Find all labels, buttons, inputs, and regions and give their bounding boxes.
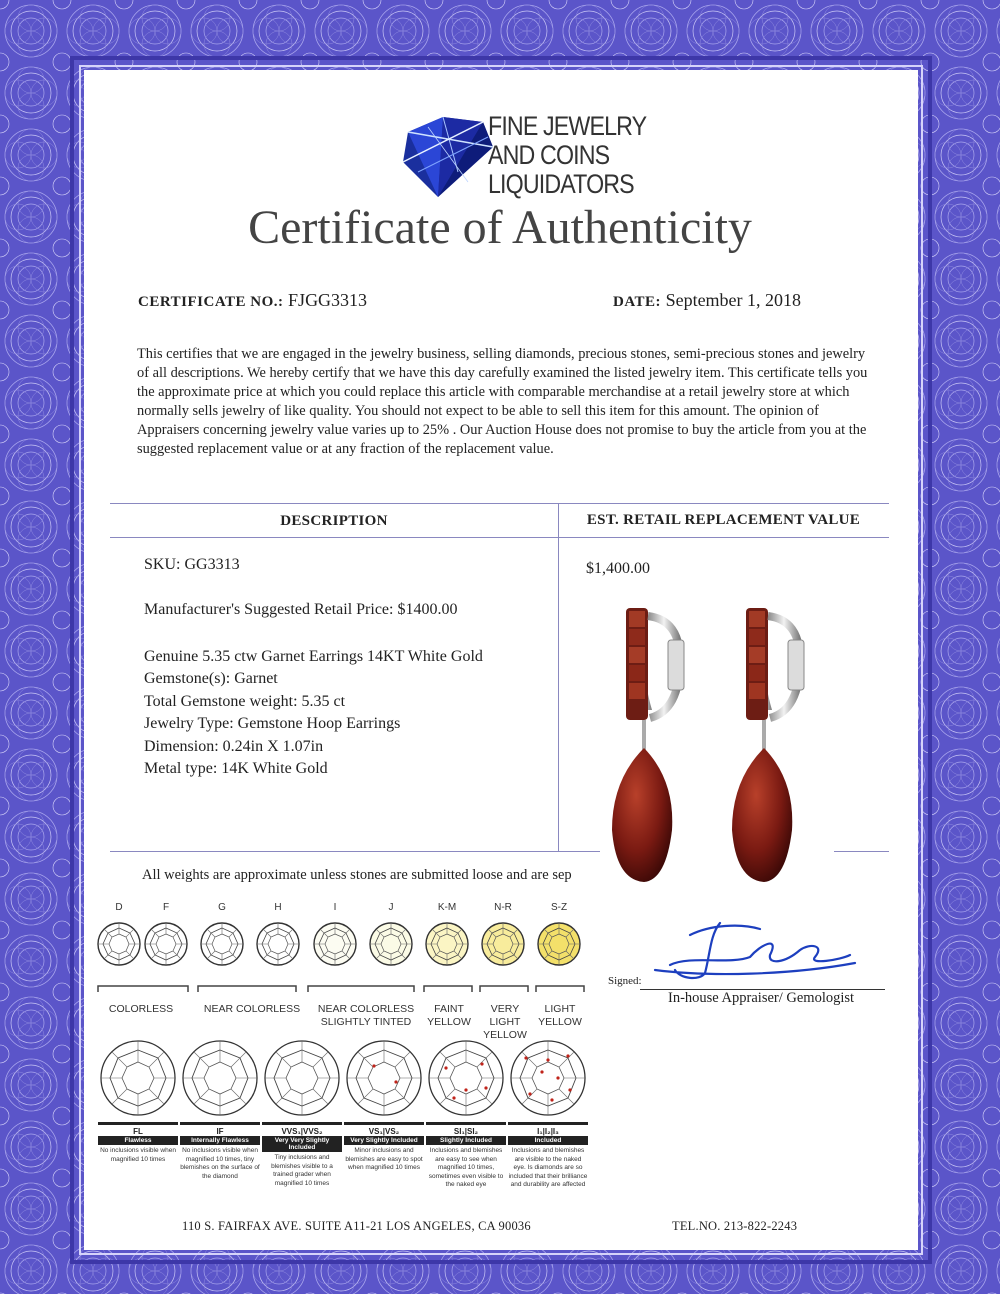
color-category-line: FAINT	[434, 1003, 464, 1015]
certificate-date	[613, 290, 801, 311]
clarity-description: Minor inclusions and blemishes are easy to spot when magnified 10 times	[345, 1147, 423, 1171]
brand-name	[488, 112, 646, 199]
clarity-diamond-icon	[180, 1038, 260, 1118]
diamond-color-icon	[535, 920, 583, 968]
certificate-title: Certificate of Authenticity	[248, 201, 752, 254]
clarity-grade	[98, 1122, 178, 1164]
clarity-grade	[344, 1122, 424, 1173]
clarity-diamond-icon	[426, 1038, 506, 1118]
color-category-label	[426, 1003, 472, 1029]
table-bottom-rule-right	[834, 851, 889, 852]
color-category-line: COLORLESS	[108, 1003, 174, 1015]
clarity-name: Included	[508, 1136, 588, 1145]
clarity-grade	[262, 1122, 342, 1188]
detail-line: Metal type: 14K White Gold	[144, 760, 328, 778]
color-grade-label: H	[274, 902, 282, 913]
color-grade-label: K-M	[437, 902, 457, 913]
clarity-diamond-icon	[98, 1038, 178, 1118]
color-grade-brackets	[96, 982, 586, 994]
color-grade-label: I	[333, 902, 337, 913]
table-divider	[558, 503, 559, 851]
color-category-label	[536, 1003, 584, 1029]
item-details	[144, 646, 483, 780]
color-grade-label: S-Z	[550, 902, 568, 913]
color-category-line: YELLOW	[538, 1016, 582, 1028]
color-category-line: VERY LIGHT	[489, 1003, 521, 1028]
clarity-code: FL	[98, 1122, 178, 1136]
detail-line: Total Gemstone weight: 5.35 ct	[144, 692, 346, 710]
color-grade-label: G	[218, 902, 226, 913]
diamond-color-icon	[142, 920, 190, 968]
table-top-rule	[110, 503, 889, 504]
color-grade-label: F	[162, 902, 170, 913]
brand-line-3: LIQUIDATORS	[488, 169, 634, 199]
color-grade-label: N-R	[494, 902, 512, 913]
clarity-name: Internally Flawless	[180, 1136, 260, 1145]
certificate-number-label: CERTIFICATE NO.:	[138, 294, 284, 310]
clarity-description: Inclusions and blemishes are visible to the naked eye. Is diamonds are so included that their brilliance and durability are affected	[508, 1147, 588, 1188]
signed-label: Signed:	[608, 975, 642, 987]
clarity-name: Flawless	[98, 1136, 178, 1145]
date-value: September 1, 2018	[665, 290, 802, 310]
clarity-name: Very Very Slightly Included	[262, 1136, 342, 1152]
value-header: EST. RETAIL REPLACEMENT VALUE	[586, 512, 861, 528]
certificate-number	[138, 290, 367, 311]
color-category-line: NEAR COLORLESS	[203, 1003, 301, 1015]
color-grade-label: J	[388, 902, 394, 913]
color-category-label	[198, 1003, 306, 1016]
color-category-line: NEAR COLORLESS	[317, 1003, 415, 1015]
color-grade-label: D	[115, 902, 123, 913]
footer-address: 110 S. FAIRFAX AVE. SUITE A11-21 LOS ANGELES, CA 90036	[182, 1219, 531, 1233]
replacement-value: $1,400.00	[586, 560, 650, 577]
clarity-name: Very Slightly Included	[344, 1136, 424, 1145]
detail-line: Genuine 5.35 ctw Garnet Earrings 14KT White Gold	[144, 648, 483, 665]
color-category-label	[312, 1003, 420, 1029]
color-category-line: LIGHT	[544, 1003, 576, 1015]
color-category-line: YELLOW	[483, 1029, 527, 1041]
weights-note: All weights are approximate unless stones are submitted loose and are sep	[142, 867, 572, 883]
garnet-hoop-earrings-image	[600, 590, 840, 890]
clarity-code: SI₁|SI₂	[426, 1122, 506, 1136]
detail-line: Dimension: 0.24in X 1.07in	[144, 737, 324, 755]
diamond-color-icon	[311, 920, 359, 968]
detail-line: Gemstone(s): Garnet	[144, 670, 278, 688]
clarity-code: I₁|I₂|I₃	[508, 1122, 588, 1136]
clarity-description: No inclusions visible when magnified 10 times	[100, 1147, 176, 1163]
table-header-rule	[110, 537, 889, 538]
sku: SKU: GG3313	[144, 556, 240, 573]
clarity-diamond-icon	[344, 1038, 424, 1118]
intro-paragraph: This certifies that we are engaged in the jewelry business, selling diamonds, precious stones, semi-precious stones and jewelry of all descriptions. We hereby certify that we have this day carefully examined the listed jewelry item. This certificate tells you the approximate price at which you could replace this article with comparable merchandise at a retail jewelry store at which normally sells jewelry of like quality. You should not expect to be able to sell this item for this amount. The opinion of Appraisers concerning jewelry value varies up to 25% . Our Auction House does not promise to buy the article from you at the suggested replacement value or at any fraction of the replacement value.	[137, 346, 868, 457]
date-label: DATE:	[613, 294, 662, 310]
clarity-grade	[508, 1122, 588, 1190]
diamond-color-icon	[95, 920, 143, 968]
clarity-code: IF	[180, 1122, 260, 1136]
clarity-description: No inclusions visible when magnified 10 times, tiny blemishes on the surface of the diamond	[180, 1147, 260, 1180]
clarity-description: Inclusions and blemishes are easy to see when magnified 10 times, sometimes even visible to the naked eye	[428, 1147, 504, 1188]
clarity-description: Tiny inclusions and blemishes visible to a trained grader when magnified 10 times	[271, 1154, 333, 1187]
handwritten-signature	[650, 915, 860, 985]
color-category-label	[96, 1003, 186, 1016]
color-category-line: YELLOW	[427, 1016, 471, 1028]
clarity-code: VVS₁|VVS₂	[262, 1122, 342, 1136]
clarity-code: VS₁|VS₂	[344, 1122, 424, 1136]
brand-line-1: FINE JEWELRY	[488, 111, 647, 141]
diamond-logo-icon	[398, 112, 498, 202]
clarity-grade	[426, 1122, 506, 1190]
appraiser-title: In-house Appraiser/ Gemologist	[668, 990, 855, 1006]
diamond-color-icon	[367, 920, 415, 968]
diamond-color-icon	[254, 920, 302, 968]
diamond-color-icon	[479, 920, 527, 968]
diamond-color-icon	[198, 920, 246, 968]
clarity-grade	[180, 1122, 260, 1181]
diamond-color-icon	[423, 920, 471, 968]
footer-phone: TEL.NO. 213-822-2243	[672, 1219, 798, 1233]
detail-line: Jewelry Type: Gemstone Hoop Earrings	[144, 715, 401, 733]
certificate-number-value: FJGG3313	[288, 290, 368, 310]
color-category-label	[480, 1003, 530, 1042]
table-bottom-rule-left	[110, 851, 600, 852]
clarity-diamond-icon	[262, 1038, 342, 1118]
clarity-name: Slightly Included	[426, 1136, 506, 1145]
clarity-diamond-icon	[508, 1038, 588, 1118]
brand-line-2: AND COINS	[488, 140, 610, 170]
color-category-line: SLIGHTLY TINTED	[320, 1016, 412, 1028]
msrp: Manufacturer's Suggested Retail Price: $1400.00	[144, 601, 458, 618]
description-header: DESCRIPTION	[280, 513, 388, 529]
